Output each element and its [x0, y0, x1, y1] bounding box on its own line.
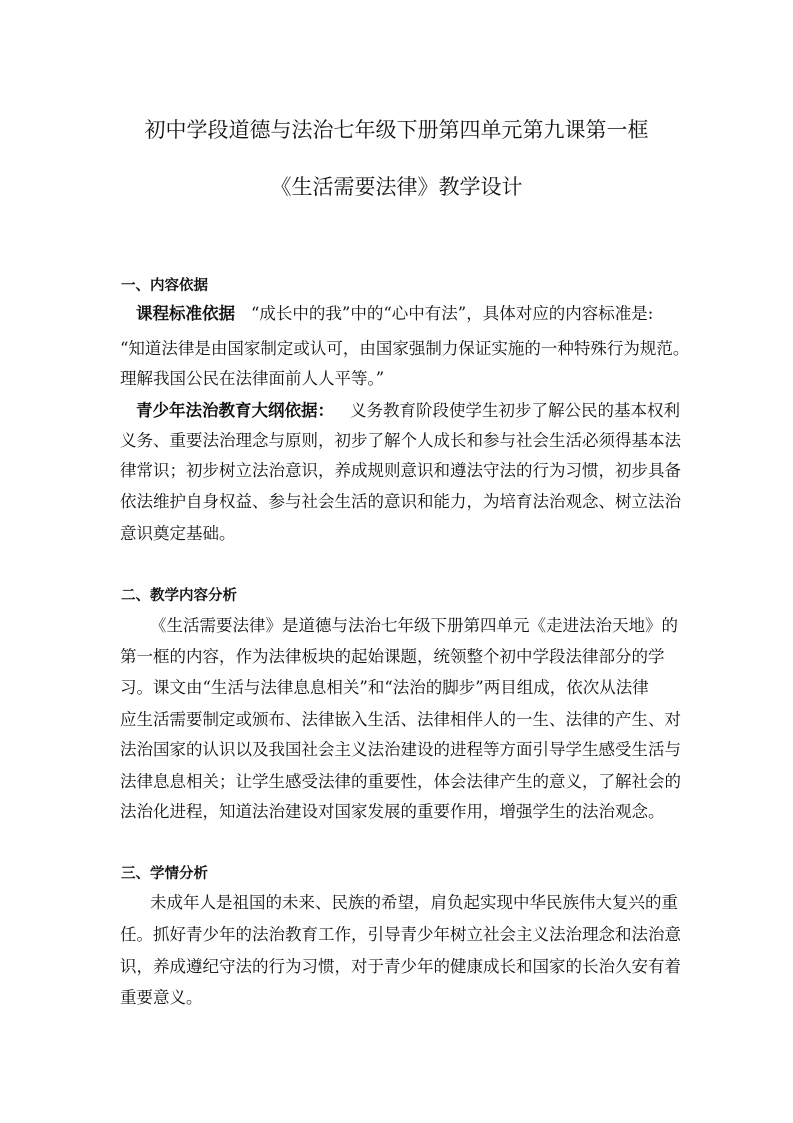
paragraph-text: “成长中的我”中的“心中有法”，具体对应的内容标准是: [251, 304, 654, 323]
section-heading-learner-analysis: 三、学情分析 [121, 865, 208, 882]
paragraph-line: “知道法律是由国家制定或认可，由国家强制力保证实施的一种特殊行为规范。 [120, 339, 690, 358]
paragraph-line: 《生活需要法律》是道德与法治七年级下册第四单元《走进法治天地》的 [150, 616, 678, 635]
paragraph-line: 未成年人是祖国的未来、民族的希望，肩负起实现中华民族伟大复兴的重 [150, 893, 678, 912]
paragraph-line: 义务、重要法治理念与原则，初步了解个人成长和参与社会生活必须得基本法 [120, 431, 681, 450]
paragraph-line [136, 399, 696, 423]
paragraph-line: 意识奠定基础。 [120, 524, 236, 543]
paragraph-line: 任。抓好青少年的法治教育工作，引导青少年树立社会主义法治理念和法治意 [120, 925, 681, 944]
outline-basis-label: 青少年法治教育大纲依据： [136, 401, 334, 420]
document-title-line-1: 初中学段道德与法治七年级下册第四单元第九课第一框 [144, 118, 649, 142]
paragraph-line: 重要意义。 [120, 988, 203, 1007]
paragraph-line: 理解我国公民在法律面前人人平等。” [120, 369, 385, 388]
paragraph-line: 第一框的内容，作为法律板块的起始课题，统领整个初中学段法律部分的学 [120, 647, 665, 666]
section-heading-content-basis: 一、内容依据 [121, 277, 208, 294]
paragraph-line: 律常识；初步树立法治意识，养成规则意识和遵法守法的行为习惯，初步具备 [120, 461, 681, 480]
document-title-line-2: 《生活需要法律》教学设计 [270, 175, 523, 199]
section-heading-content-analysis: 二、教学内容分析 [121, 587, 237, 604]
paragraph-line: 法律息息相关；让学生感受法律的重要性，体会法律产生的意义，了解社会的 [120, 772, 681, 791]
paragraph-line: 习。课文由“生活与法律息息相关”和“法治的脚步”两目组成，依次从法律 [120, 678, 649, 697]
paragraph-line: 依法维护自身权益、参与社会生活的意识和能力，为培育法治观念、树立法治 [120, 492, 681, 511]
paragraph-text: 义务教育阶段使学生初步了解公民的基本权利 [350, 401, 680, 420]
paragraph-line: 法治国家的认识以及我国社会主义法治建设的进程等方面引导学生感受生活与 [120, 740, 681, 759]
standard-basis-label: 课程标准依据 [136, 304, 235, 323]
paragraph-line: 法治化进程，知道法治建设对国家发展的重要作用，增强学生的法治观念。 [120, 802, 665, 821]
paragraph-line: 应生活需要制定或颁布、法律嵌入生活、法律相伴人的一生、法律的产生、对 [120, 710, 681, 729]
paragraph-line [136, 302, 696, 326]
paragraph-line: 识，养成遵纪守法的行为习惯，对于青少年的健康成长和国家的长治久安有着 [120, 957, 681, 976]
